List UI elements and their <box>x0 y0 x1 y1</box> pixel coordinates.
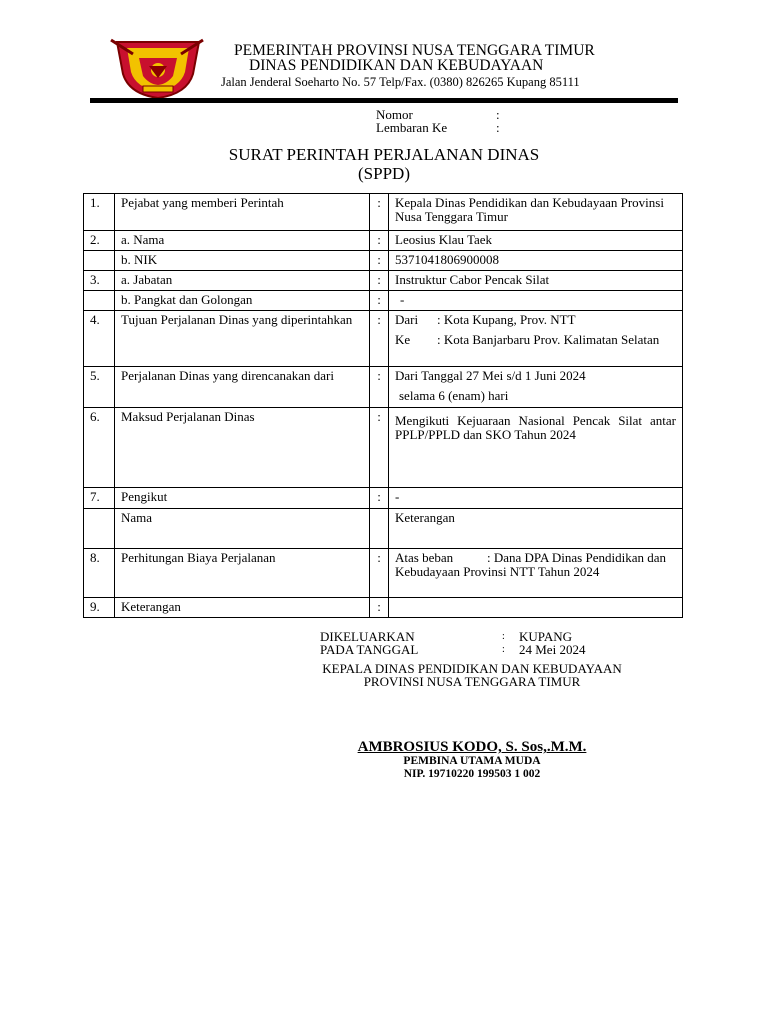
ke-value: : Kota Banjarbaru Prov. Kalimatan Selatan <box>437 332 660 347</box>
letterhead-address: Jalan Jenderal Soeharto No. 57 Telp/Fax. (0380) 826265 Kupang 85111 <box>221 75 580 89</box>
dari-label: Dari <box>395 312 419 327</box>
row-colon: : <box>370 271 389 291</box>
ke-label: Ke <box>395 332 411 347</box>
row-label: Pengikut <box>115 488 370 509</box>
row-label: Pejabat yang memberi Perintah <box>115 194 370 231</box>
row-value: - <box>389 488 683 509</box>
row-number-empty <box>84 291 115 311</box>
travel-duration: selama 6 (enam) hari <box>399 388 509 403</box>
row-colon: : <box>370 408 389 488</box>
cost-prefix: Atas beban <box>395 550 454 565</box>
row-colon: : <box>370 291 389 311</box>
row-label: Nama <box>115 509 370 549</box>
issued-place-colon: : <box>502 631 505 642</box>
row-value: Kepala Dinas Pendidikan dan Kebudayaan Provinsi Nusa Tenggara Timur <box>389 194 683 231</box>
lembaran-colon: : <box>496 120 500 135</box>
row-label: b. Pangkat dan Golongan <box>115 291 370 311</box>
row-label: a. Jabatan <box>115 271 370 291</box>
row-colon: : <box>370 549 389 598</box>
row-number: 6. <box>84 408 115 488</box>
row-colon: : <box>370 251 389 271</box>
row-number: 5. <box>84 367 115 408</box>
official-title-line1: KEPALA DINAS PENDIDIKAN DAN KEBUDAYAAN <box>322 661 622 676</box>
destination-from <box>395 313 676 327</box>
table-row <box>84 488 683 509</box>
row-value <box>389 549 683 598</box>
row-number: 9. <box>84 598 115 618</box>
dari-value: : Kota Kupang, Prov. NTT <box>437 312 576 327</box>
row-value <box>389 291 683 311</box>
issued-date-label: PADA TANGGAL <box>320 642 419 657</box>
row-number: 1. <box>84 194 115 231</box>
row-value: 5371041806900008 <box>389 251 683 271</box>
issued-date-value: 24 Mei 2024 <box>519 642 586 657</box>
issued-date-colon: : <box>502 644 505 655</box>
row-label: Tujuan Perjalanan Dinas yang diperintahkan <box>115 311 370 367</box>
provincial-emblem-logo <box>103 36 211 100</box>
nomor-colon: : <box>496 107 500 122</box>
row-value: Keterangan <box>389 509 683 549</box>
table-row <box>84 509 683 549</box>
official-name: AMBROSIUS KODO, S. Sos,.M.M. <box>357 739 587 755</box>
official-nip: NIP. 19710220 199503 1 002 <box>403 768 541 780</box>
row-colon: : <box>370 194 389 231</box>
table-row <box>84 598 683 618</box>
row-number-empty <box>84 509 115 549</box>
row-colon: : <box>370 367 389 408</box>
issued-place-label: DIKELUARKAN <box>320 629 415 644</box>
destination-to <box>395 333 676 347</box>
row-colon: : <box>370 488 389 509</box>
row-number: 7. <box>84 488 115 509</box>
row-value <box>389 367 683 408</box>
row-number: 3. <box>84 271 115 291</box>
letterhead-line2: DINAS PENDIDIKAN DAN KEBUDAYAAN <box>249 57 544 74</box>
row-colon: : <box>370 311 389 367</box>
table-row <box>84 271 683 291</box>
document-title: SURAT PERINTAH PERJALANAN DINAS <box>228 145 540 164</box>
row-label: Perjalanan Dinas yang direncanakan dari <box>115 367 370 408</box>
row-label: a. Nama <box>115 231 370 251</box>
row-number-empty <box>84 251 115 271</box>
row-label: b. NIK <box>115 251 370 271</box>
lembaran-label: Lembaran Ke <box>376 120 448 135</box>
travel-dates: Dari Tanggal 27 Mei s/d 1 Juni 2024 <box>395 368 586 383</box>
letterhead-divider <box>90 98 678 103</box>
row-value <box>389 408 683 488</box>
row-label: Keterangan <box>115 598 370 618</box>
row-label: Maksud Perjalanan Dinas <box>115 408 370 488</box>
table-row <box>84 367 683 408</box>
purpose-text: Mengikuti Kejuaraan Nasional Pencak Silat antar PPLP/PPLD dan SKO Tahun 2024 <box>395 413 676 442</box>
row-colon-empty <box>370 509 389 549</box>
row-value <box>389 598 683 618</box>
row-colon: : <box>370 598 389 618</box>
document-subtitle: (SPPD) <box>358 164 410 183</box>
row-number: 4. <box>84 311 115 367</box>
row-number: 8. <box>84 549 115 598</box>
issued-place-value: KUPANG <box>519 629 572 644</box>
official-title-line2: PROVINSI NUSA TENGGARA TIMUR <box>363 674 581 689</box>
table-row <box>84 194 683 231</box>
row-colon: : <box>370 231 389 251</box>
table-row <box>84 311 683 367</box>
table-row <box>84 291 683 311</box>
cost-source: : Dana DPA Dinas Pendidikan dan Kebudayaan Provinsi NTT Tahun 2024 <box>395 550 666 579</box>
row-value: Leosius Klau Taek <box>389 231 683 251</box>
nomor-label: Nomor <box>376 107 413 122</box>
rank-value: - <box>400 292 405 307</box>
row-value <box>389 311 683 367</box>
row-value: Instruktur Cabor Pencak Silat <box>389 271 683 291</box>
table-row <box>84 408 683 488</box>
row-number: 2. <box>84 231 115 251</box>
table-row <box>84 251 683 271</box>
table-row <box>84 231 683 251</box>
table-row <box>84 549 683 598</box>
row-label: Perhitungan Biaya Perjalanan <box>115 549 370 598</box>
letterhead-line1: PEMERINTAH PROVINSI NUSA TENGGARA TIMUR <box>234 42 595 59</box>
official-rank: PEMBINA UTAMA MUDA <box>403 755 541 767</box>
sppd-table <box>83 193 683 618</box>
